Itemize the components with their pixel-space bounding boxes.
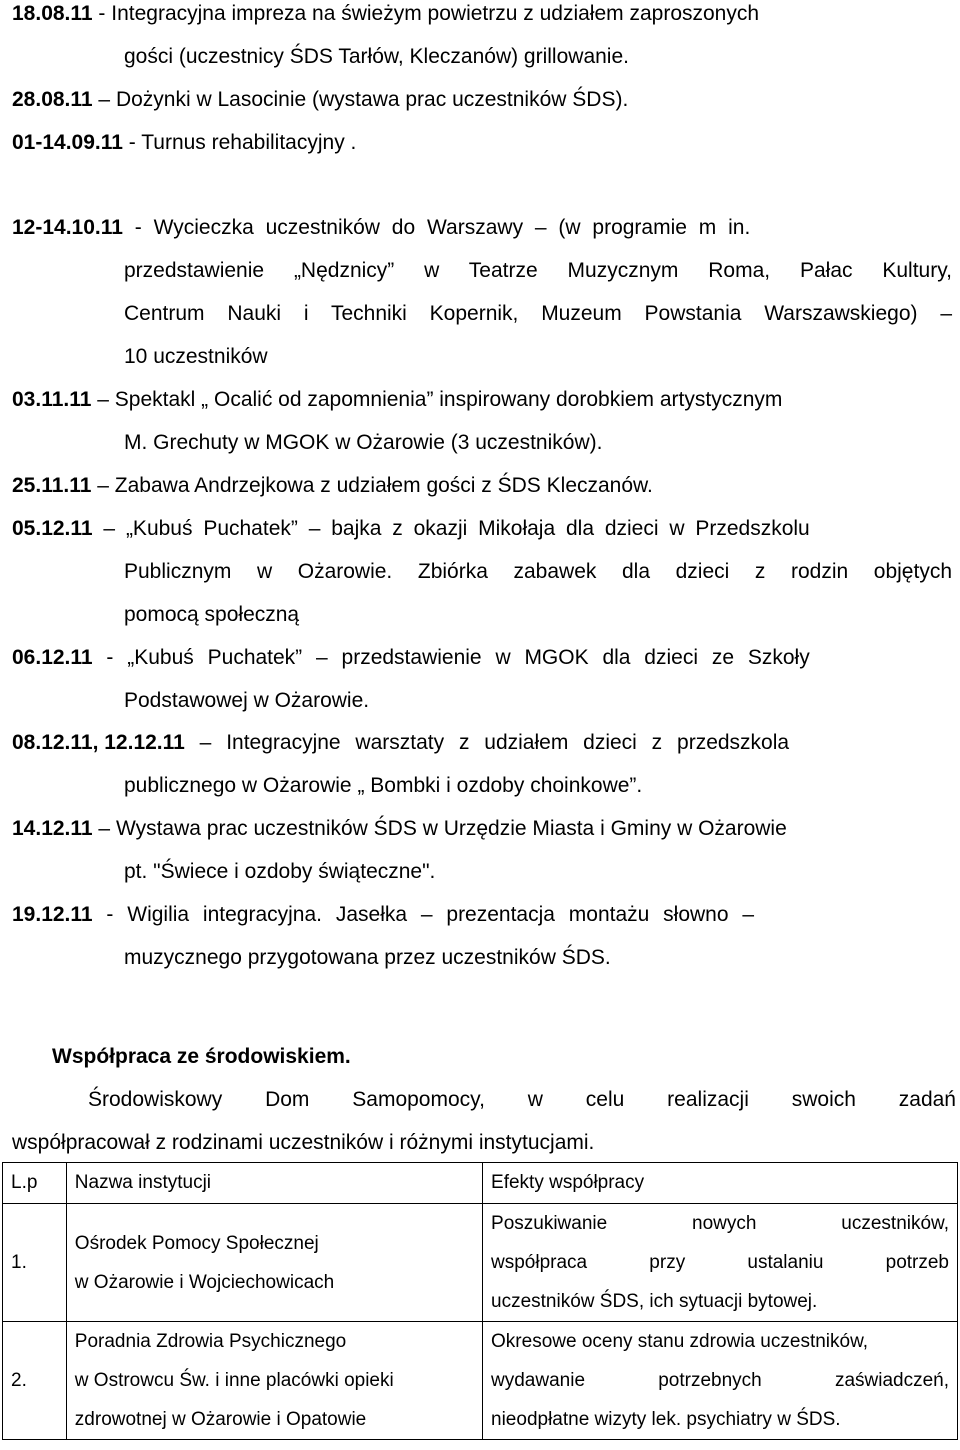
event-continuation: gości (uczestnicy ŚDS Tarłów, Kleczanów) grillowanie. <box>124 45 629 68</box>
event-entry <box>12 507 952 636</box>
event-continuation: M. Grechuty w MGOK w Ożarowie (3 uczestników). <box>124 431 603 454</box>
institution-cell <box>66 1204 482 1322</box>
event-text: – Zabawa Andrzejkowa z udziałem gości z ŚDS Kleczanów. <box>91 474 653 497</box>
event-text: – Dożynki w Lasocinie (wystawa prac uczestników ŚDS). <box>92 88 629 111</box>
header-institution: Nazwa instytucji <box>66 1163 482 1204</box>
event-text: – Wystawa prac uczestników ŚDS w Urzędzie Miasta i Gminy w Ożarowie <box>92 817 787 840</box>
institution-line: w Ostrowcu Św. i inne placówki opieki <box>74 1370 394 1391</box>
event-line <box>12 636 952 679</box>
institution-line: Poradnia Zdrowia Psychicznego <box>74 1331 347 1352</box>
table-header-row <box>3 1163 958 1204</box>
event-continuation: Podstawowej w Ożarowie. <box>124 689 370 712</box>
effects-line: uczestników ŚDS, ich sytuacji bytowej. <box>491 1291 818 1312</box>
event-text: - Wycieczka uczestników do Warszawy – (w programie m in. <box>122 216 751 239</box>
event-line <box>12 0 952 35</box>
event-line <box>12 507 952 550</box>
event-line <box>12 807 952 850</box>
event-entry <box>12 0 952 78</box>
institution-cell <box>66 1322 482 1440</box>
institution-line: Ośrodek Pomocy Społecznej <box>74 1232 319 1254</box>
event-text: - „Kubuś Puchatek” – przedstawienie w MGOK dla dzieci ze Szkoły <box>92 646 810 669</box>
header-lp: L.p <box>3 1163 67 1204</box>
event-date: 05.12.11 <box>12 517 93 540</box>
event-entry <box>12 206 952 378</box>
effects-line: współpraca przy ustalaniu potrzeb <box>491 1252 949 1273</box>
event-line <box>12 121 952 164</box>
table-row <box>3 1322 958 1440</box>
event-line <box>12 78 952 121</box>
event-line <box>12 893 952 936</box>
event-date: 12-14.10.11 <box>12 216 123 239</box>
event-date: 06.12.11 <box>12 646 93 669</box>
event-line <box>12 721 952 764</box>
event-date: 18.08.11 <box>12 2 93 25</box>
effects-line: Okresowe oceny stanu zdrowia uczestników, <box>491 1331 869 1352</box>
event-date: 19.12.11 <box>12 903 93 926</box>
event-date: 25.11.11 <box>12 474 92 497</box>
table-row <box>3 1204 958 1322</box>
event-continuation: Centrum Nauki i Techniki Kopernik, Muzeum Powstania Warszawskiego) – <box>124 302 952 325</box>
event-entry <box>12 807 952 893</box>
section-paragraph <box>12 1078 956 1164</box>
event-entry <box>12 721 952 807</box>
event-entry <box>12 121 952 164</box>
event-continuation: pomocą społeczną <box>124 603 300 626</box>
effects-line: wydawanie potrzebnych zaświadczeń, <box>491 1370 949 1391</box>
event-date: 01-14.09.11 <box>12 131 123 154</box>
event-continuation: Publicznym w Ożarowie. Zbiórka zabawek dla dzieci z rodzin objętych <box>124 560 952 583</box>
event-continuation: publicznego w Ożarowie „ Bombki i ozdoby choinkowe”. <box>124 774 643 797</box>
effects-line: nieodpłatne wizyty lek. psychiatry w ŚDS. <box>491 1409 841 1430</box>
event-entry <box>12 78 952 121</box>
institution-line: w Ożarowie i Wojciechowicach <box>74 1271 335 1293</box>
event-text: – Integracyjne warsztaty z udziałem dzieci z przedszkola <box>184 731 790 754</box>
event-date: 08.12.11, 12.12.11 <box>12 731 185 754</box>
event-entry <box>12 464 952 507</box>
event-date: 14.12.11 <box>12 817 93 840</box>
row-number: 1. <box>3 1204 67 1322</box>
paragraph-line: współpracował z rodzinami uczestników i różnymi instytucjami. <box>12 1131 595 1154</box>
row-number: 2. <box>3 1322 67 1440</box>
institution-line: zdrowotnej w Ożarowie i Opatowie <box>74 1409 367 1430</box>
paragraph-line: Środowiskowy Dom Samopomocy, w celu realizacji swoich zadań <box>88 1088 956 1111</box>
event-continuation: muzycznego przygotowana przez uczestników ŚDS. <box>124 946 611 969</box>
event-line <box>12 378 952 421</box>
effects-cell <box>483 1322 958 1440</box>
event-text: - Integracyjna impreza na świeżym powietrzu z udziałem zaproszonych <box>92 2 760 25</box>
event-text: – Spektakl „ Ocalić od zapomnienia” inspirowany dorobkiem artystycznym <box>91 388 783 411</box>
event-text: - Turnus rehabilitacyjny . <box>122 131 357 154</box>
event-line <box>12 206 952 249</box>
event-entry <box>12 636 952 722</box>
cooperation-table <box>2 1162 958 1440</box>
header-effects: Efekty współpracy <box>483 1163 958 1204</box>
section-heading: Współpraca ze środowiskiem. <box>52 1045 351 1068</box>
event-line <box>12 464 952 507</box>
effects-cell <box>483 1204 958 1322</box>
effects-line: Poszukiwanie nowych uczestników, <box>491 1213 949 1234</box>
event-continuation: przedstawienie „Nędznicy” w Teatrze Muzycznym Roma, Pałac Kultury, <box>124 259 952 282</box>
event-date: 03.11.11 <box>12 388 92 411</box>
event-continuation: 10 uczestników <box>124 345 268 368</box>
event-continuation: pt. "Świece i ozdoby świąteczne". <box>124 860 436 883</box>
event-entry <box>12 378 952 464</box>
event-date: 28.08.11 <box>12 88 93 111</box>
event-entry <box>12 893 952 979</box>
event-text: - Wigilia integracyjna. Jasełka – prezentacja montażu słowno – <box>92 903 755 926</box>
event-text: – „Kubuś Puchatek” – bajka z okazji Mikołaja dla dzieci w Przedszkolu <box>92 517 810 540</box>
